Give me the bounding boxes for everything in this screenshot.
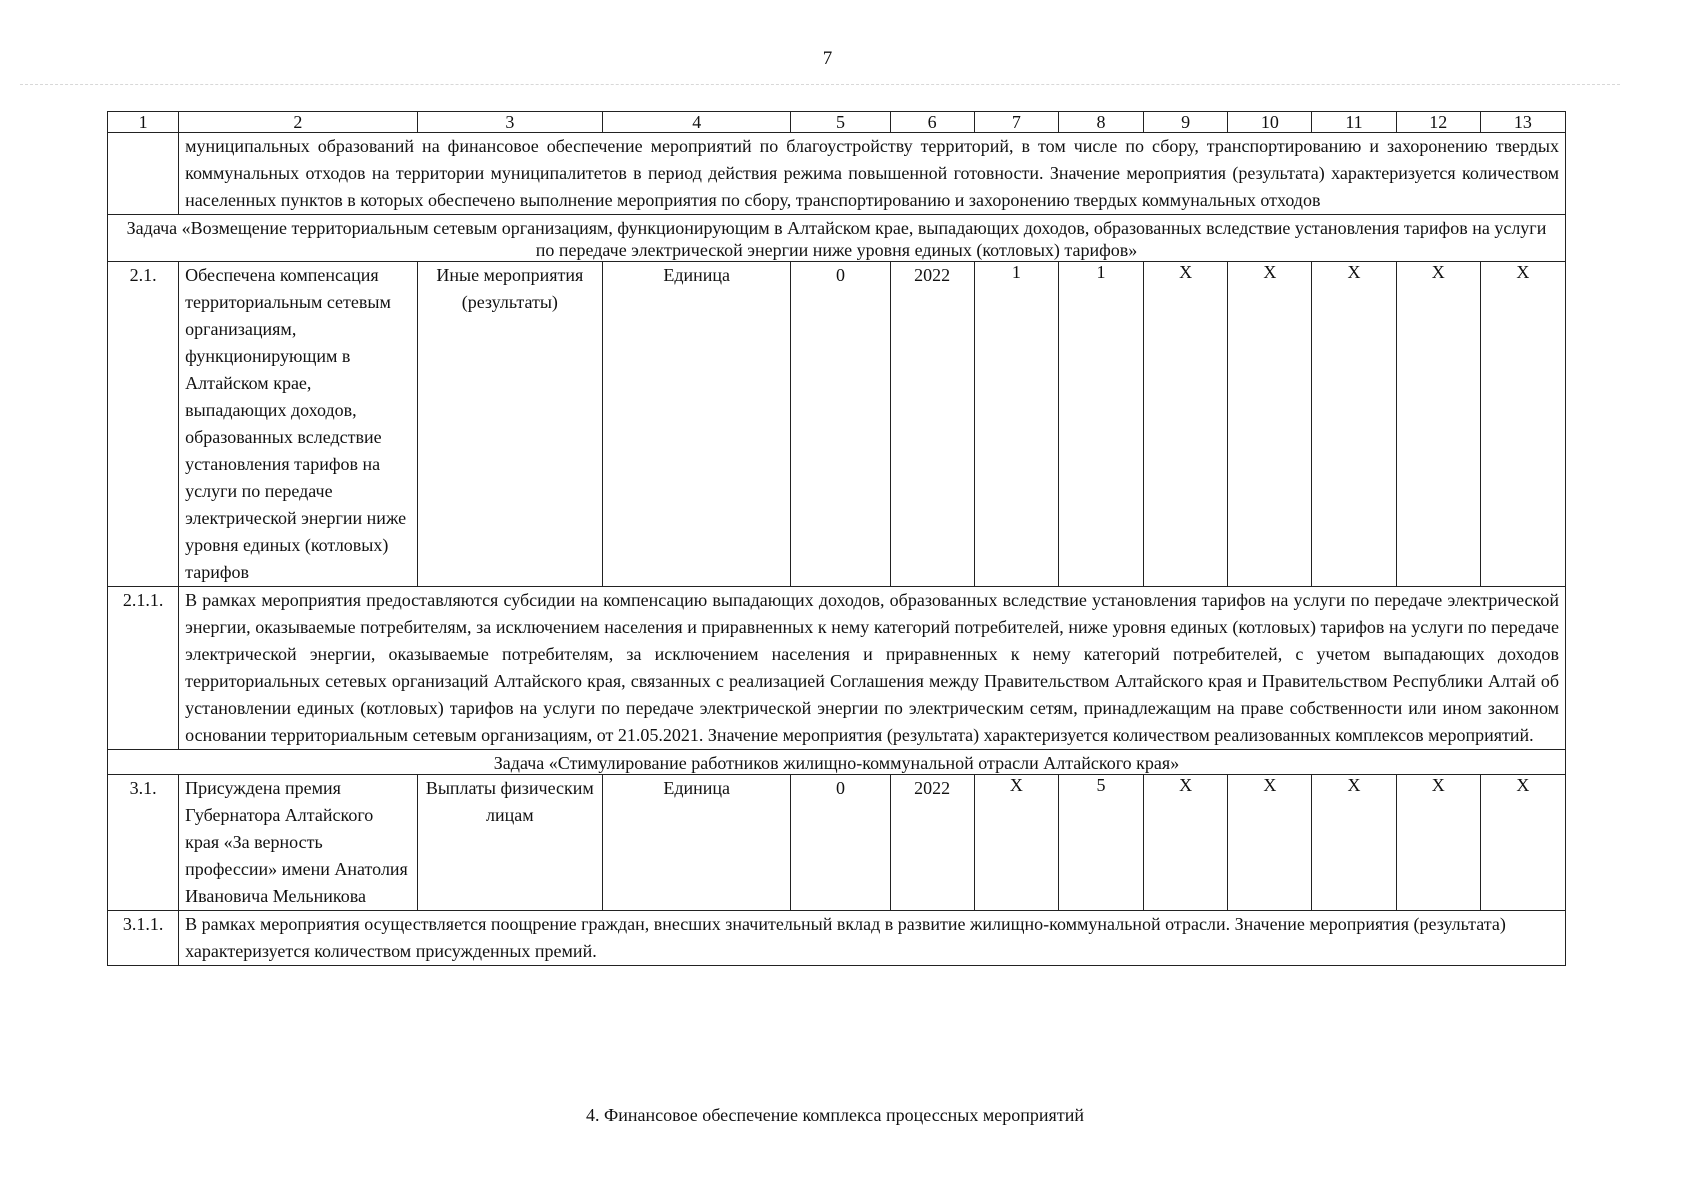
value-cell: X: [1312, 262, 1396, 587]
base-year: 2022: [890, 775, 974, 911]
column-header: 13: [1480, 112, 1565, 133]
row-number: 2.1.: [108, 262, 179, 587]
value-cell: X: [1228, 775, 1312, 911]
base-year: 2022: [890, 262, 974, 587]
column-header: 1: [108, 112, 179, 133]
row-number: 2.1.1.: [108, 587, 179, 750]
column-header: 5: [791, 112, 890, 133]
row-number-cell: [108, 133, 179, 215]
column-header: 2: [179, 112, 417, 133]
column-header: 6: [890, 112, 974, 133]
value-cell: 1: [974, 262, 1058, 587]
task-heading: Задача «Стимулирование работников жилищно-коммунальной отрасли Алтайского края»: [108, 750, 1566, 775]
scan-artifact-line: [20, 84, 1620, 85]
value-cell: X: [1228, 262, 1312, 587]
value-cell: X: [1144, 262, 1228, 587]
table-row: [108, 775, 1566, 911]
task-heading: Задача «Возмещение территориальным сетевым организациям, функционирующим в Алтайском крае, выпадающих доходов, образованных вследствие установления тарифов на услуги по передаче электрической энергии ниже уровня единых (котловых) тарифов»: [108, 215, 1566, 262]
value-cell: X: [1480, 262, 1565, 587]
column-header: 9: [1144, 112, 1228, 133]
result-name: Обеспечена компенсация территориальным сетевым организациям, функционирующим в Алтайском крае, выпадающих доходов, образованных вследствие установления тарифов на услуги по передаче электрической энергии ниже уровня единых (котловых) тарифов: [179, 262, 417, 587]
table-row: [108, 262, 1566, 587]
description-text: В рамках мероприятия осуществляется поощрение граждан, внесших значительный вклад в развитие жилищно-коммунальной отрасли. Значение мероприятия (результата) характеризуется количеством присужденных премий.: [179, 911, 1566, 966]
task-row: [108, 215, 1566, 262]
page-number: 7: [822, 48, 833, 69]
base-value: 0: [791, 262, 890, 587]
column-header: 12: [1396, 112, 1480, 133]
column-header: 4: [603, 112, 791, 133]
row-number: 3.1.1.: [108, 911, 179, 966]
row-number: 3.1.: [108, 775, 179, 911]
result-type: Выплаты физическим лицам: [417, 775, 602, 911]
column-header: 3: [417, 112, 602, 133]
column-header: 11: [1312, 112, 1396, 133]
continuation-text: муниципальных образований на финансовое обеспечение мероприятий по благоустройству территорий, в том числе по сбору, транспортированию и захоронению твердых коммунальных отходов на территории муниципалитетов в период действия режима повышенной готовности. Значение мероприятия (результата) характеризуется количеством населенных пунктов в которых обеспечено выполнение мероприятия по сбору, транспортированию и захоронению твердых коммунальных отходов: [179, 133, 1566, 215]
result-type: Иные мероприятия (результаты): [417, 262, 602, 587]
value-cell: 1: [1058, 262, 1143, 587]
table-row: [108, 587, 1566, 750]
section-title: 4. Финансовое обеспечение комплекса процессных мероприятий: [586, 1105, 1084, 1125]
base-value: 0: [791, 775, 890, 911]
column-header: 8: [1058, 112, 1143, 133]
continuation-row: [108, 133, 1566, 215]
column-number-row: [108, 112, 1566, 133]
value-cell: X: [1396, 262, 1480, 587]
task-row: [108, 750, 1566, 775]
value-cell: X: [974, 775, 1058, 911]
table-row: [108, 911, 1566, 966]
result-name: Присуждена премия Губернатора Алтайского края «За верность профессии» имени Анатолия Ивановича Мельникова: [179, 775, 417, 911]
value-cell: X: [1144, 775, 1228, 911]
column-header: 10: [1228, 112, 1312, 133]
value-cell: 5: [1058, 775, 1143, 911]
indicators-table: [107, 111, 1566, 966]
unit: Единица: [603, 775, 791, 911]
description-text: В рамках мероприятия предоставляются субсидии на компенсацию выпадающих доходов, образованных вследствие установления тарифов на услуги по передаче электрической энергии, оказываемые потребителям, за исключением населения и приравненных к нему категорий потребителей, ниже уровня единых (котловых) тарифов на услуги по передаче электрической энергии, оказываемые потребителям, за исключением населения и приравненных к нему категорий потребителей, с учетом выпадающих доходов территориальных сетевых организаций Алтайского края, связанных с реализацией Соглашения между Правительством Алтайского края и Правительством Республики Алтай об установлении единых (котловых) тарифов на услуги по передаче электрической энергии по электрическим сетям, принадлежащим на праве собственности или ином законном основании территориальным сетевым организациям, от 21.05.2021. Значение мероприятия (результата) характеризуется количеством реализованных комплексов мероприятий.: [179, 587, 1566, 750]
column-header: 7: [974, 112, 1058, 133]
value-cell: X: [1396, 775, 1480, 911]
value-cell: X: [1312, 775, 1396, 911]
value-cell: X: [1480, 775, 1565, 911]
unit: Единица: [603, 262, 791, 587]
